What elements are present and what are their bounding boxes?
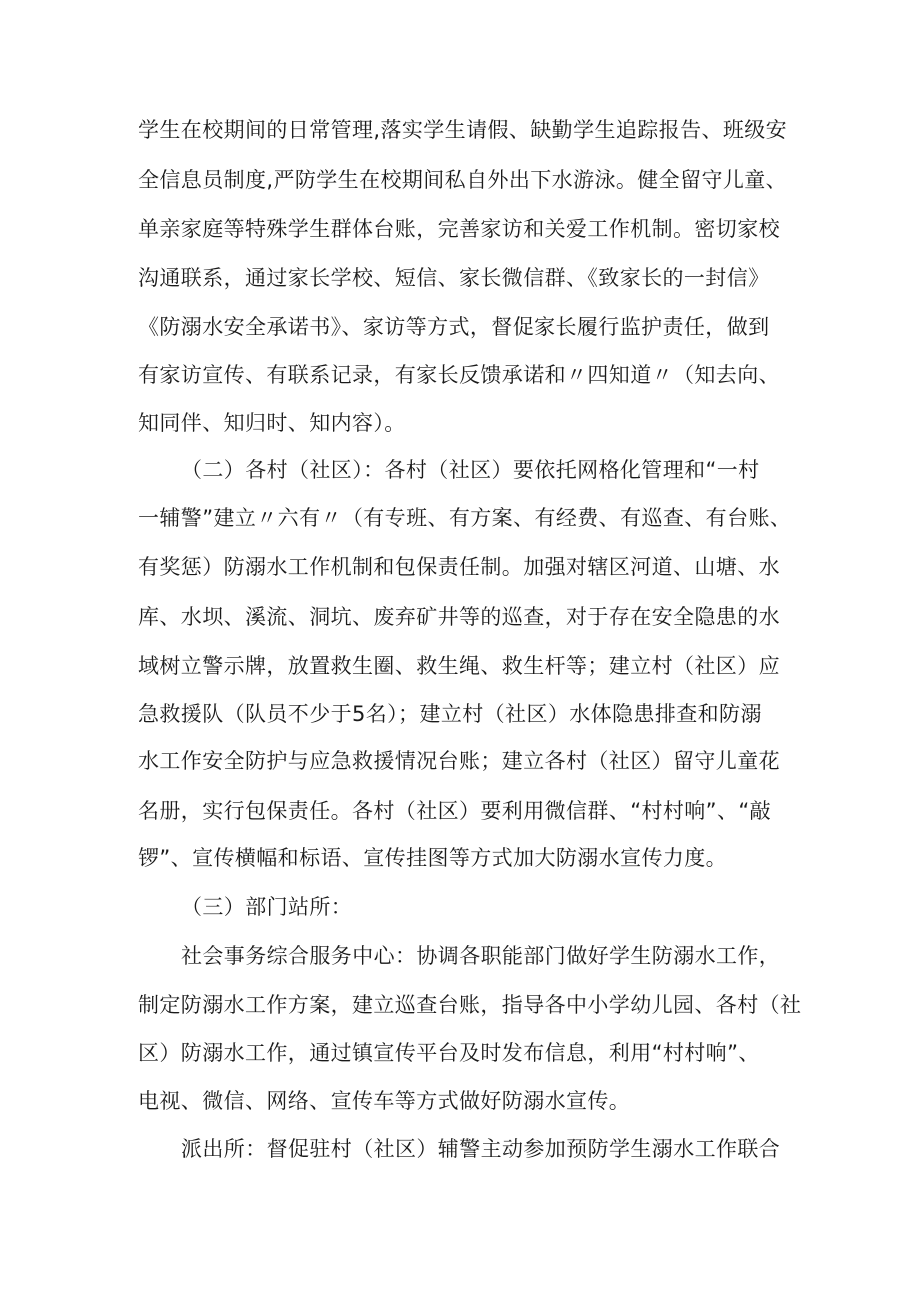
text-line: 库、水坝、溪流、洞坑、废弃矿井等的巡查，对于存在安全隐患的水 [138, 605, 780, 629]
section-heading: （三）部门站所： [181, 895, 353, 919]
text-line: 制定防溺水工作方案，建立巡查台账，指导各中小学幼儿园、各村（社 [138, 993, 802, 1017]
text-line: 域树立警示牌，放置救生圈、救生绳、救生杆等；建立村（社区）应 [138, 654, 780, 678]
text-line: 有家访宣传、有联系记录，有家长反馈承诺和〃四知道〃（知去向、 [138, 363, 780, 387]
text-line: 锣”、宣传横幅和标语、宣传挂图等方式加大防溺水宣传力度。 [138, 846, 728, 870]
text-line: 《防溺水安全承诺书》、家访等方式，督促家长履行监护责任，做到 [138, 315, 770, 339]
text-line: 单亲家庭等特殊学生群体台账，完善家访和关爱工作机制。密切家校 [138, 217, 780, 241]
text-line: 学生在校期间的日常管理,落实学生请假、缺勤学生追踪报告、班级安 [138, 118, 788, 142]
text-line: 名册，实行包保责任。各村（社区）要利用微信群、“村村响”、“敲 [138, 799, 772, 823]
text-line: 区）防溺水工作，通过镇宣传平台及时发布信息，利用“村村响”、 [138, 1041, 760, 1065]
text-line: 电视、微信、网络、宣传车等方式做好防溺水宣传。 [138, 1089, 631, 1113]
text-line: 知同伴、知归时、知内容）。 [138, 411, 406, 435]
text-line: 急救援队（队员不少于5名）；建立村（社区）水体隐患排查和防溺 [138, 702, 762, 726]
text-line: （二）各村（社区）：各村（社区）要依托网格化管理和“一村 [181, 458, 760, 482]
text-line: 社会事务综合服务中心：协调各职能部门做好学生防溺水工作， [181, 944, 781, 968]
text-line: 有奖惩）防溺水工作机制和包保责任制。加强对辖区河道、山塘、水 [138, 555, 780, 579]
text-line: 全信息员制度,严防学生在校期间私自外出下水游泳。健全留守儿童、 [138, 168, 788, 192]
text-line: 沟通联系，通过家长学校、短信、家长微信群、《致家长的一封信》 [138, 266, 770, 290]
text-line: 派出所：督促驻村（社区）辅警主动参加预防学生溺水工作联合 [181, 1137, 781, 1161]
text-line: 一辅警”建立〃六有〃（有专班、有方案、有经费、有巡查、有台账、 [138, 506, 792, 530]
text-line: 水工作安全防护与应急救援情况台账；建立各村（社区）留守儿童花 [138, 749, 780, 773]
